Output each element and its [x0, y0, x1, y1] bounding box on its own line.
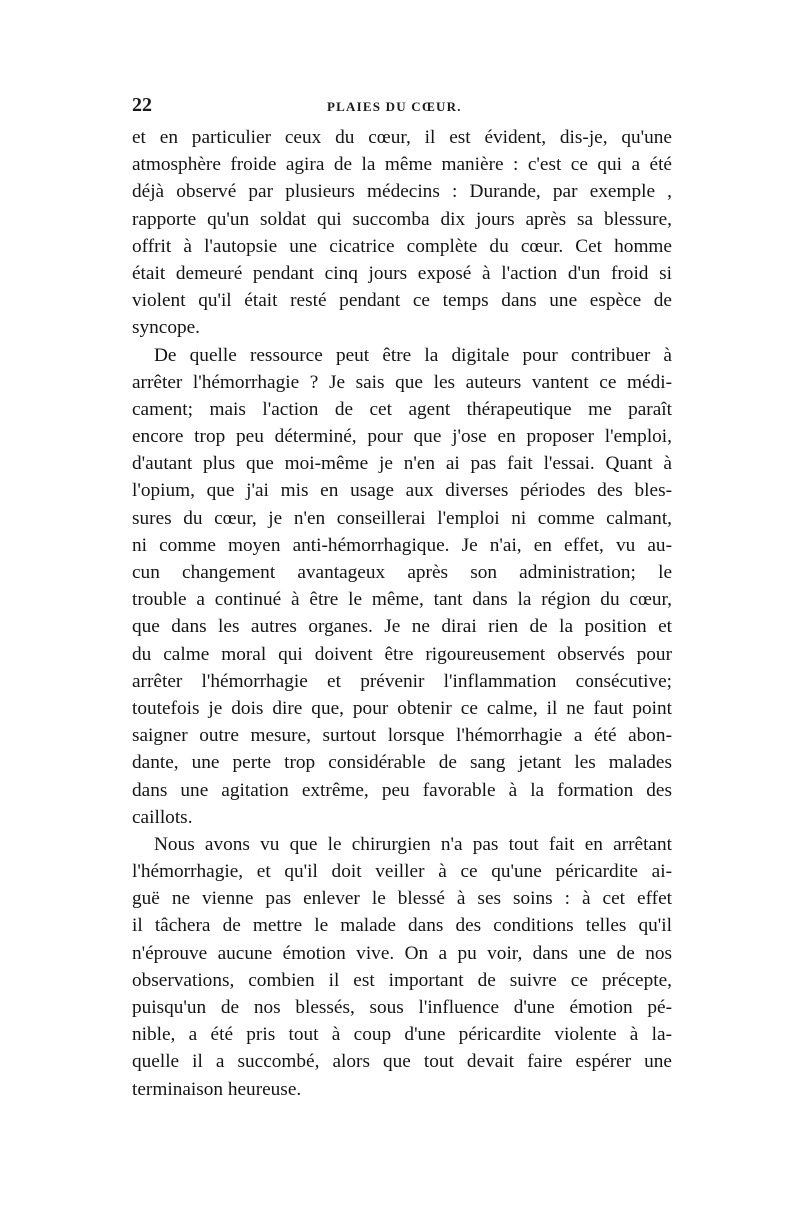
text-line: d'autant plus que moi-même je n'en ai pas fait l'essai. Quant à [132, 453, 672, 475]
text-line: guë ne vienne pas enlever le blessé à ses soins : à cet effet [132, 888, 672, 910]
text-line: l'opium, que j'ai mis en usage aux diverses périodes des bles- [132, 480, 672, 502]
paragraph [132, 342, 672, 831]
text-line: caillots. [132, 806, 193, 828]
text-line: trouble a continué à être le même, tant dans la région du cœur, [132, 589, 672, 611]
text-line: cament; mais l'action de cet agent thérapeutique me paraît [132, 398, 672, 420]
text-line: puisqu'un de nos blessés, sous l'influence d'une émotion pé- [132, 997, 672, 1018]
paragraph [132, 831, 672, 1103]
text-line: dante, une perte trop considérable de sang jetant les malades [132, 752, 672, 774]
text-line: que dans les autres organes. Je ne dirai rien de la position et [132, 616, 672, 638]
text-line: arrêter l'hémorrhagie ? Je sais que les auteurs vantent ce médi- [132, 371, 672, 393]
text-line: rapporte qu'un soldat qui succomba dix jours après sa blessure, [132, 208, 672, 230]
text-line: quelle il a succombé, alors que tout devait faire espérer une [132, 1051, 672, 1073]
text-line: Nous avons vu que le chirurgien n'a pas tout fait en arrêtant [154, 833, 672, 855]
text-line: il tâchera de mettre le malade dans des conditions telles qu'il [132, 915, 672, 937]
page-number: 22 [132, 94, 152, 116]
text-line: ni comme moyen anti-hémorrhagique. Je n'ai, en effet, vu au- [132, 534, 672, 556]
text-line: arrêter l'hémorrhagie et prévenir l'inflammation consécutive; [132, 670, 672, 692]
text-line: cun changement avantageux après son administration; le [132, 562, 672, 583]
text-line: déjà observé par plusieurs médecins : Durande, par exemple , [132, 181, 672, 203]
text-line: n'éprouve aucune émotion vive. On a pu voir, dans une de nos [132, 942, 672, 964]
text-line: De quelle ressource peut être la digitale pour contribuer à [154, 344, 672, 366]
text-line: toutefois je dois dire que, pour obtenir ce calme, il ne faut point [132, 697, 672, 719]
body-text [132, 124, 672, 1103]
text-line: syncope. [132, 317, 201, 339]
text-line: encore trop peu déterminé, pour que j'ose en proposer l'emploi, [132, 426, 672, 448]
text-line: dans une agitation extrême, peu favorable à la formation des [132, 779, 672, 801]
paragraph [132, 124, 672, 342]
text-line: était demeuré pendant cinq jours exposé à l'action d'un froid si [132, 262, 672, 284]
text-line: terminaison heureuse. [132, 1078, 302, 1100]
text-line: l'hémorrhagie, et qu'il doit veiller à ce qu'une péricardite ai- [132, 861, 672, 883]
text-line: et en particulier ceux du cœur, il est évident, dis-je, qu'une [132, 127, 672, 148]
text-line: atmosphère froide agira de la même manière : c'est ce qui a été [132, 154, 672, 176]
running-title: PLAIES DU CŒUR. [327, 99, 462, 114]
text-line: offrit à l'autopsie une cicatrice complète du cœur. Cet homme [132, 235, 672, 257]
text-line: du calme moral qui doivent être rigoureusement observés pour [132, 643, 672, 665]
text-line: saigner outre mesure, surtout lorsque l'hémorrhagie a été abon- [132, 725, 672, 747]
page-header [132, 94, 672, 122]
text-line: sures du cœur, je n'en conseillerai l'emploi ni comme calmant, [132, 507, 672, 529]
text-line: violent qu'il était resté pendant ce temps dans une espèce de [132, 290, 672, 312]
text-line: nible, a été pris tout à coup d'une péricardite violente à la- [132, 1024, 672, 1046]
text-line: observations, combien il est important de suivre ce précepte, [132, 969, 672, 991]
